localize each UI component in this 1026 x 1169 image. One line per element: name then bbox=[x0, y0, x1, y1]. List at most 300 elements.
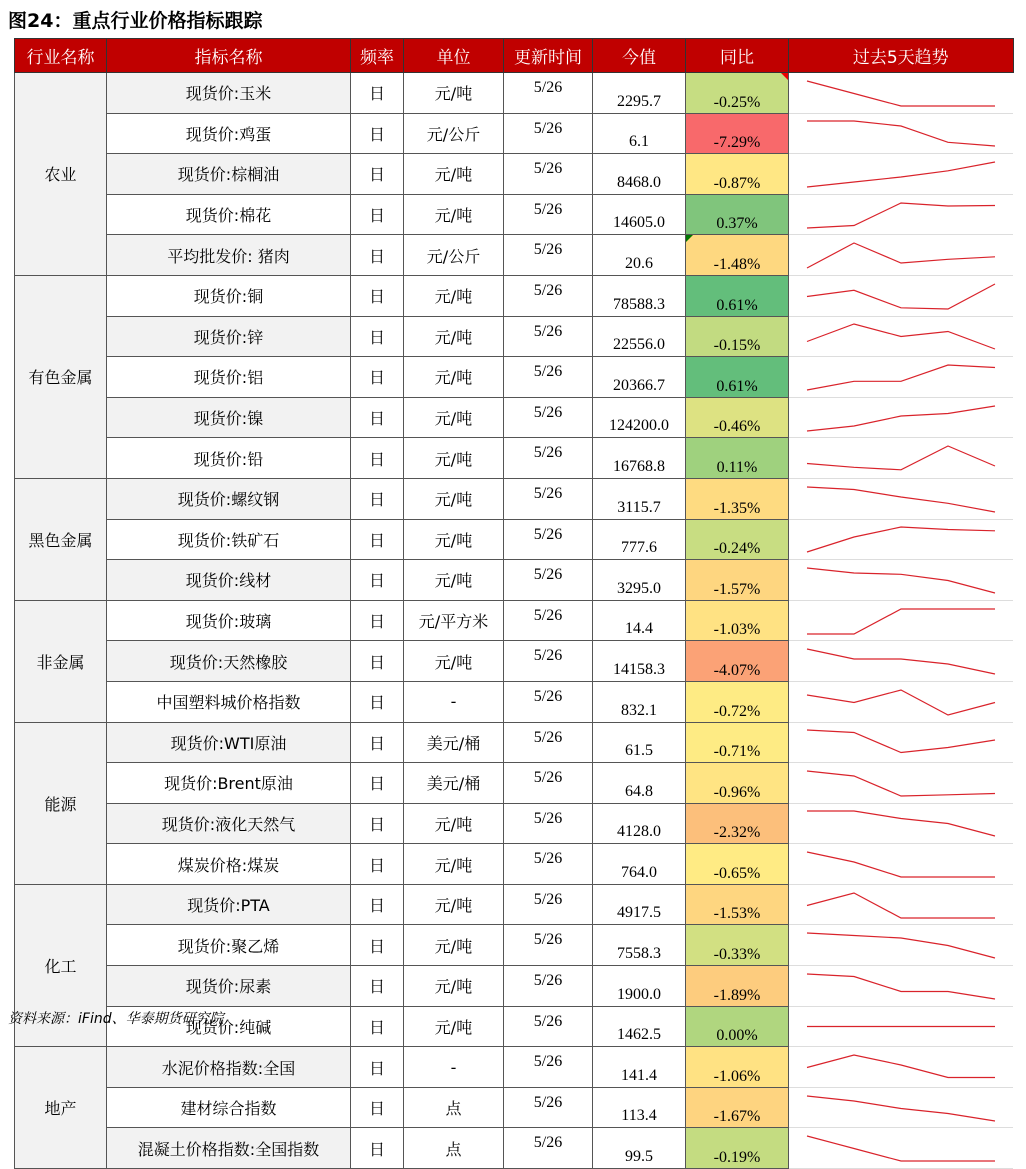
yoy-change bbox=[686, 884, 789, 925]
sparkline-line bbox=[807, 690, 995, 715]
yoy-change bbox=[686, 397, 789, 438]
current-value: 8468.0 bbox=[593, 154, 686, 195]
table-row bbox=[15, 966, 1014, 1007]
frequency: 日 bbox=[351, 803, 404, 844]
header-trend: 过去5天趋势 bbox=[789, 39, 1014, 73]
frequency: 日 bbox=[351, 113, 404, 154]
table-row bbox=[15, 681, 1014, 722]
unit: 点 bbox=[404, 1087, 504, 1128]
table-row bbox=[15, 1087, 1014, 1128]
unit: 元/吨 bbox=[404, 194, 504, 235]
yoy-change bbox=[686, 763, 789, 804]
frequency: 日 bbox=[351, 519, 404, 560]
header-industry: 行业名称 bbox=[15, 39, 107, 73]
indicator-name: 现货价:铁矿石 bbox=[107, 519, 351, 560]
trend-sparkline-cell bbox=[789, 235, 1014, 276]
frequency: 日 bbox=[351, 681, 404, 722]
sparkline-line bbox=[807, 852, 995, 877]
update-date: 5/26 bbox=[504, 763, 593, 804]
indicator-name: 现货价:螺纹钢 bbox=[107, 478, 351, 519]
unit: 元/吨 bbox=[404, 925, 504, 966]
current-value: 4128.0 bbox=[593, 803, 686, 844]
sparkline-line bbox=[807, 974, 995, 999]
yoy-text: -7.29% bbox=[713, 134, 761, 152]
frequency: 日 bbox=[351, 1006, 404, 1047]
header-frequency: 频率 bbox=[351, 39, 404, 73]
table-row bbox=[15, 275, 1014, 316]
frequency: 日 bbox=[351, 925, 404, 966]
current-value: 113.4 bbox=[593, 1087, 686, 1128]
header-yoy: 同比 bbox=[686, 39, 789, 73]
trend-sparkline-cell bbox=[789, 154, 1014, 195]
unit: 元/公斤 bbox=[404, 113, 504, 154]
yoy-change bbox=[686, 1047, 789, 1088]
update-date: 5/26 bbox=[504, 560, 593, 601]
yoy-change bbox=[686, 641, 789, 682]
frequency: 日 bbox=[351, 1087, 404, 1128]
indicator-name: 混凝土价格指数:全国指数 bbox=[107, 1128, 351, 1169]
sparkline-line bbox=[807, 446, 995, 470]
sparkline-line bbox=[807, 811, 995, 836]
yoy-text: -1.06% bbox=[713, 1067, 761, 1085]
industry-cell: 非金属 bbox=[15, 600, 107, 722]
update-date: 5/26 bbox=[504, 519, 593, 560]
update-date: 5/26 bbox=[504, 438, 593, 479]
yoy-change bbox=[686, 1087, 789, 1128]
unit: 点 bbox=[404, 1128, 504, 1169]
indicator-name: 现货价:聚乙烯 bbox=[107, 925, 351, 966]
table-row bbox=[15, 641, 1014, 682]
yoy-text: -0.33% bbox=[713, 946, 761, 964]
table-row bbox=[15, 1047, 1014, 1088]
yoy-text: 0.61% bbox=[716, 296, 758, 314]
update-date: 5/26 bbox=[504, 154, 593, 195]
trend-sparkline bbox=[789, 76, 1013, 110]
table-row bbox=[15, 844, 1014, 885]
trend-sparkline bbox=[789, 806, 1013, 840]
sparkline-line bbox=[807, 568, 995, 593]
table-row bbox=[15, 113, 1014, 154]
table-row bbox=[15, 925, 1014, 966]
unit: 元/吨 bbox=[404, 478, 504, 519]
table-row bbox=[15, 763, 1014, 804]
frequency: 日 bbox=[351, 560, 404, 601]
table-row bbox=[15, 884, 1014, 925]
table-row bbox=[15, 194, 1014, 235]
update-date: 5/26 bbox=[504, 1128, 593, 1169]
unit: 元/吨 bbox=[404, 519, 504, 560]
table-row bbox=[15, 438, 1014, 479]
comment-marker-icon bbox=[781, 73, 788, 80]
sparkline-line bbox=[807, 487, 995, 512]
yoy-text: -0.15% bbox=[713, 337, 761, 355]
table-row bbox=[15, 154, 1014, 195]
trend-sparkline-cell bbox=[789, 641, 1014, 682]
table-row bbox=[15, 73, 1014, 114]
trend-sparkline-cell bbox=[789, 519, 1014, 560]
trend-sparkline bbox=[789, 482, 1013, 516]
header-update-time: 更新时间 bbox=[504, 39, 593, 73]
yoy-change bbox=[686, 966, 789, 1007]
trend-sparkline-cell bbox=[789, 397, 1014, 438]
frequency: 日 bbox=[351, 397, 404, 438]
indicator-name: 现货价:玉米 bbox=[107, 73, 351, 114]
yoy-text: -1.89% bbox=[713, 986, 761, 1004]
yoy-change bbox=[686, 438, 789, 479]
trend-sparkline-cell bbox=[789, 438, 1014, 479]
update-date: 5/26 bbox=[504, 275, 593, 316]
indicator-name: 现货价:线材 bbox=[107, 560, 351, 601]
trend-sparkline bbox=[789, 522, 1013, 556]
yoy-change bbox=[686, 519, 789, 560]
update-date: 5/26 bbox=[504, 357, 593, 398]
yoy-change bbox=[686, 722, 789, 763]
indicator-name: 平均批发价: 猪肉 bbox=[107, 235, 351, 276]
industry-cell: 有色金属 bbox=[15, 275, 107, 478]
indicator-name: 现货价:锌 bbox=[107, 316, 351, 357]
sparkline-line bbox=[807, 121, 995, 146]
table-row bbox=[15, 1128, 1014, 1169]
header-indicator: 指标名称 bbox=[107, 39, 351, 73]
trend-sparkline bbox=[789, 238, 1013, 272]
trend-sparkline-cell bbox=[789, 113, 1014, 154]
yoy-change bbox=[686, 154, 789, 195]
unit: 元/吨 bbox=[404, 844, 504, 885]
frequency: 日 bbox=[351, 966, 404, 1007]
trend-sparkline-cell bbox=[789, 966, 1014, 1007]
frequency: 日 bbox=[351, 73, 404, 114]
unit: 元/吨 bbox=[404, 275, 504, 316]
update-date: 5/26 bbox=[504, 478, 593, 519]
indicator-name: 现货价:尿素 bbox=[107, 966, 351, 1007]
frequency: 日 bbox=[351, 478, 404, 519]
industry-cell: 黑色金属 bbox=[15, 478, 107, 600]
trend-sparkline-cell bbox=[789, 681, 1014, 722]
update-date: 5/26 bbox=[504, 803, 593, 844]
figure-title: 图24：重点行业价格指标跟踪 bbox=[8, 10, 263, 32]
trend-sparkline bbox=[789, 604, 1013, 638]
update-date: 5/26 bbox=[504, 600, 593, 641]
indicator-name: 现货价:镍 bbox=[107, 397, 351, 438]
current-value: 124200.0 bbox=[593, 397, 686, 438]
unit: 美元/桶 bbox=[404, 722, 504, 763]
indicator-name: 现货价:Brent原油 bbox=[107, 763, 351, 804]
current-value: 3295.0 bbox=[593, 560, 686, 601]
industry-cell: 地产 bbox=[15, 1047, 107, 1169]
yoy-text: -1.53% bbox=[713, 905, 761, 923]
frequency: 日 bbox=[351, 1128, 404, 1169]
unit: 元/吨 bbox=[404, 73, 504, 114]
current-value: 20.6 bbox=[593, 235, 686, 276]
indicator-name: 现货价:铅 bbox=[107, 438, 351, 479]
trend-sparkline bbox=[789, 928, 1013, 962]
trend-sparkline-cell bbox=[789, 560, 1014, 601]
trend-sparkline bbox=[789, 969, 1013, 1003]
current-value: 7558.3 bbox=[593, 925, 686, 966]
yoy-text: -0.96% bbox=[713, 783, 761, 801]
current-value: 141.4 bbox=[593, 1047, 686, 1088]
yoy-change bbox=[686, 73, 789, 114]
trend-sparkline-cell bbox=[789, 1128, 1014, 1169]
indicator-name: 煤炭价格:煤炭 bbox=[107, 844, 351, 885]
yoy-text: 0.61% bbox=[716, 377, 758, 395]
frequency: 日 bbox=[351, 275, 404, 316]
yoy-change bbox=[686, 803, 789, 844]
update-date: 5/26 bbox=[504, 1087, 593, 1128]
current-value: 4917.5 bbox=[593, 884, 686, 925]
indicator-name: 水泥价格指数:全国 bbox=[107, 1047, 351, 1088]
unit: 元/吨 bbox=[404, 641, 504, 682]
trend-sparkline bbox=[789, 279, 1013, 313]
trend-sparkline bbox=[789, 847, 1013, 881]
frequency: 日 bbox=[351, 844, 404, 885]
frequency: 日 bbox=[351, 1047, 404, 1088]
update-date: 5/26 bbox=[504, 722, 593, 763]
sparkline-line bbox=[807, 933, 995, 958]
header-row bbox=[15, 39, 1014, 73]
table-row bbox=[15, 803, 1014, 844]
indicator-name: 现货价:PTA bbox=[107, 884, 351, 925]
yoy-text: -1.67% bbox=[713, 1108, 761, 1126]
sparkline-line bbox=[807, 162, 995, 187]
sparkline-line bbox=[807, 771, 995, 796]
table-row bbox=[15, 600, 1014, 641]
update-date: 5/26 bbox=[504, 194, 593, 235]
trend-sparkline-cell bbox=[789, 73, 1014, 114]
trend-sparkline-cell bbox=[789, 884, 1014, 925]
unit: - bbox=[404, 1047, 504, 1088]
current-value: 64.8 bbox=[593, 763, 686, 804]
update-date: 5/26 bbox=[504, 844, 593, 885]
sparkline-line bbox=[807, 324, 995, 349]
trend-sparkline bbox=[789, 116, 1013, 150]
yoy-change bbox=[686, 1128, 789, 1169]
sparkline-line bbox=[807, 730, 995, 753]
unit: 元/吨 bbox=[404, 438, 504, 479]
trend-sparkline-cell bbox=[789, 275, 1014, 316]
indicator-name: 现货价:鸡蛋 bbox=[107, 113, 351, 154]
unit: 美元/桶 bbox=[404, 763, 504, 804]
unit: 元/吨 bbox=[404, 154, 504, 195]
unit: 元/平方米 bbox=[404, 600, 504, 641]
current-value: 777.6 bbox=[593, 519, 686, 560]
industry-cell: 化工 bbox=[15, 884, 107, 1046]
yoy-text: -0.65% bbox=[713, 864, 761, 882]
trend-sparkline bbox=[789, 685, 1013, 719]
industry-cell: 农业 bbox=[15, 73, 107, 276]
current-value: 22556.0 bbox=[593, 316, 686, 357]
table-row bbox=[15, 722, 1014, 763]
update-date: 5/26 bbox=[504, 884, 593, 925]
sparkline-line bbox=[807, 1136, 995, 1161]
frequency: 日 bbox=[351, 235, 404, 276]
frequency: 日 bbox=[351, 600, 404, 641]
yoy-text: -1.35% bbox=[713, 499, 761, 517]
yoy-text: -0.71% bbox=[713, 743, 761, 761]
yoy-change bbox=[686, 560, 789, 601]
sparkline-line bbox=[807, 1055, 995, 1078]
trend-sparkline bbox=[789, 157, 1013, 191]
trend-sparkline-cell bbox=[789, 1087, 1014, 1128]
industry-cell: 能源 bbox=[15, 722, 107, 884]
yoy-change bbox=[686, 844, 789, 885]
indicator-name: 中国塑料城价格指数 bbox=[107, 681, 351, 722]
trend-sparkline-cell bbox=[789, 1047, 1014, 1088]
trend-sparkline bbox=[789, 360, 1013, 394]
yoy-text: -4.07% bbox=[713, 661, 761, 679]
trend-sparkline-cell bbox=[789, 316, 1014, 357]
sparkline-line bbox=[807, 1096, 995, 1121]
price-indicator-table bbox=[14, 38, 1014, 1169]
trend-sparkline bbox=[789, 401, 1013, 435]
trend-sparkline bbox=[789, 1131, 1013, 1165]
sparkline-line bbox=[807, 649, 995, 674]
indicator-name: 现货价:铝 bbox=[107, 357, 351, 398]
trend-sparkline-cell bbox=[789, 803, 1014, 844]
table-row bbox=[15, 235, 1014, 276]
current-value: 1900.0 bbox=[593, 966, 686, 1007]
sparkline-line bbox=[807, 406, 995, 431]
trend-sparkline-cell bbox=[789, 722, 1014, 763]
indicator-name: 现货价:棉花 bbox=[107, 194, 351, 235]
yoy-text: 0.11% bbox=[716, 458, 758, 476]
table-row bbox=[15, 316, 1014, 357]
trend-sparkline-cell bbox=[789, 600, 1014, 641]
table-row bbox=[15, 519, 1014, 560]
update-date: 5/26 bbox=[504, 113, 593, 154]
yoy-text: -0.87% bbox=[713, 174, 761, 192]
yoy-change bbox=[686, 316, 789, 357]
update-date: 5/26 bbox=[504, 73, 593, 114]
sparkline-line bbox=[807, 81, 995, 106]
update-date: 5/26 bbox=[504, 641, 593, 682]
trend-sparkline bbox=[789, 198, 1013, 232]
unit: 元/吨 bbox=[404, 357, 504, 398]
trend-sparkline bbox=[789, 1009, 1013, 1043]
current-value: 14605.0 bbox=[593, 194, 686, 235]
yoy-change bbox=[686, 1006, 789, 1047]
unit: 元/吨 bbox=[404, 884, 504, 925]
sparkline-line bbox=[807, 284, 995, 309]
sparkline-line bbox=[807, 893, 995, 918]
current-value: 14158.3 bbox=[593, 641, 686, 682]
trend-sparkline bbox=[789, 725, 1013, 759]
yoy-text: 0.37% bbox=[716, 215, 758, 233]
indicator-name: 现货价:玻璃 bbox=[107, 600, 351, 641]
frequency: 日 bbox=[351, 884, 404, 925]
yoy-change bbox=[686, 925, 789, 966]
unit: - bbox=[404, 681, 504, 722]
frequency: 日 bbox=[351, 154, 404, 195]
current-value: 764.0 bbox=[593, 844, 686, 885]
frequency: 日 bbox=[351, 722, 404, 763]
indicator-name: 建材综合指数 bbox=[107, 1087, 351, 1128]
trend-sparkline bbox=[789, 1091, 1013, 1125]
current-value: 2295.7 bbox=[593, 73, 686, 114]
yoy-change bbox=[686, 478, 789, 519]
yoy-text: -1.03% bbox=[713, 621, 761, 639]
update-date: 5/26 bbox=[504, 235, 593, 276]
frequency: 日 bbox=[351, 316, 404, 357]
current-value: 832.1 bbox=[593, 681, 686, 722]
sparkline-line bbox=[807, 527, 995, 552]
yoy-text: -0.24% bbox=[713, 540, 761, 558]
sparkline-line bbox=[807, 203, 995, 228]
yoy-change bbox=[686, 235, 789, 276]
update-date: 5/26 bbox=[504, 925, 593, 966]
current-value: 3115.7 bbox=[593, 478, 686, 519]
sparkline-line bbox=[807, 365, 995, 390]
trend-sparkline bbox=[789, 1050, 1013, 1084]
trend-sparkline bbox=[789, 644, 1013, 678]
indicator-name: 现货价:铜 bbox=[107, 275, 351, 316]
current-value: 99.5 bbox=[593, 1128, 686, 1169]
sparkline-line bbox=[807, 609, 995, 634]
current-value: 20366.7 bbox=[593, 357, 686, 398]
trend-sparkline-cell bbox=[789, 194, 1014, 235]
trend-sparkline bbox=[789, 563, 1013, 597]
unit: 元/吨 bbox=[404, 397, 504, 438]
update-date: 5/26 bbox=[504, 1047, 593, 1088]
trend-sparkline-cell bbox=[789, 844, 1014, 885]
trend-sparkline-cell bbox=[789, 1006, 1014, 1047]
yoy-change bbox=[686, 357, 789, 398]
table-row bbox=[15, 397, 1014, 438]
yoy-change bbox=[686, 600, 789, 641]
update-date: 5/26 bbox=[504, 681, 593, 722]
frequency: 日 bbox=[351, 357, 404, 398]
yoy-text: -1.48% bbox=[713, 255, 761, 273]
current-value: 14.4 bbox=[593, 600, 686, 641]
update-date: 5/26 bbox=[504, 397, 593, 438]
sparkline-line bbox=[807, 243, 995, 268]
frequency: 日 bbox=[351, 763, 404, 804]
indicator-name: 现货价:天然橡胶 bbox=[107, 641, 351, 682]
current-value: 16768.8 bbox=[593, 438, 686, 479]
yoy-text: 0.00% bbox=[716, 1027, 758, 1045]
unit: 元/公斤 bbox=[404, 235, 504, 276]
trend-sparkline bbox=[789, 319, 1013, 353]
unit: 元/吨 bbox=[404, 1006, 504, 1047]
yoy-text: -0.19% bbox=[713, 1149, 761, 1167]
update-date: 5/26 bbox=[504, 966, 593, 1007]
unit: 元/吨 bbox=[404, 803, 504, 844]
header-unit: 单位 bbox=[404, 39, 504, 73]
yoy-change bbox=[686, 275, 789, 316]
header-current-value: 今值 bbox=[593, 39, 686, 73]
frequency: 日 bbox=[351, 641, 404, 682]
current-value: 61.5 bbox=[593, 722, 686, 763]
table-row bbox=[15, 478, 1014, 519]
indicator-name: 现货价:WTI原油 bbox=[107, 722, 351, 763]
trend-sparkline-cell bbox=[789, 925, 1014, 966]
unit: 元/吨 bbox=[404, 966, 504, 1007]
indicator-name: 现货价:纯碱 bbox=[107, 1006, 351, 1047]
frequency: 日 bbox=[351, 194, 404, 235]
trend-sparkline-cell bbox=[789, 357, 1014, 398]
trend-sparkline bbox=[789, 766, 1013, 800]
trend-sparkline-cell bbox=[789, 478, 1014, 519]
trend-sparkline bbox=[789, 441, 1013, 475]
update-date: 5/26 bbox=[504, 316, 593, 357]
error-marker-icon bbox=[686, 235, 693, 242]
trend-sparkline-cell bbox=[789, 763, 1014, 804]
yoy-text: -0.46% bbox=[713, 418, 761, 436]
yoy-change bbox=[686, 113, 789, 154]
frequency: 日 bbox=[351, 438, 404, 479]
trend-sparkline bbox=[789, 888, 1013, 922]
current-value: 1462.5 bbox=[593, 1006, 686, 1047]
